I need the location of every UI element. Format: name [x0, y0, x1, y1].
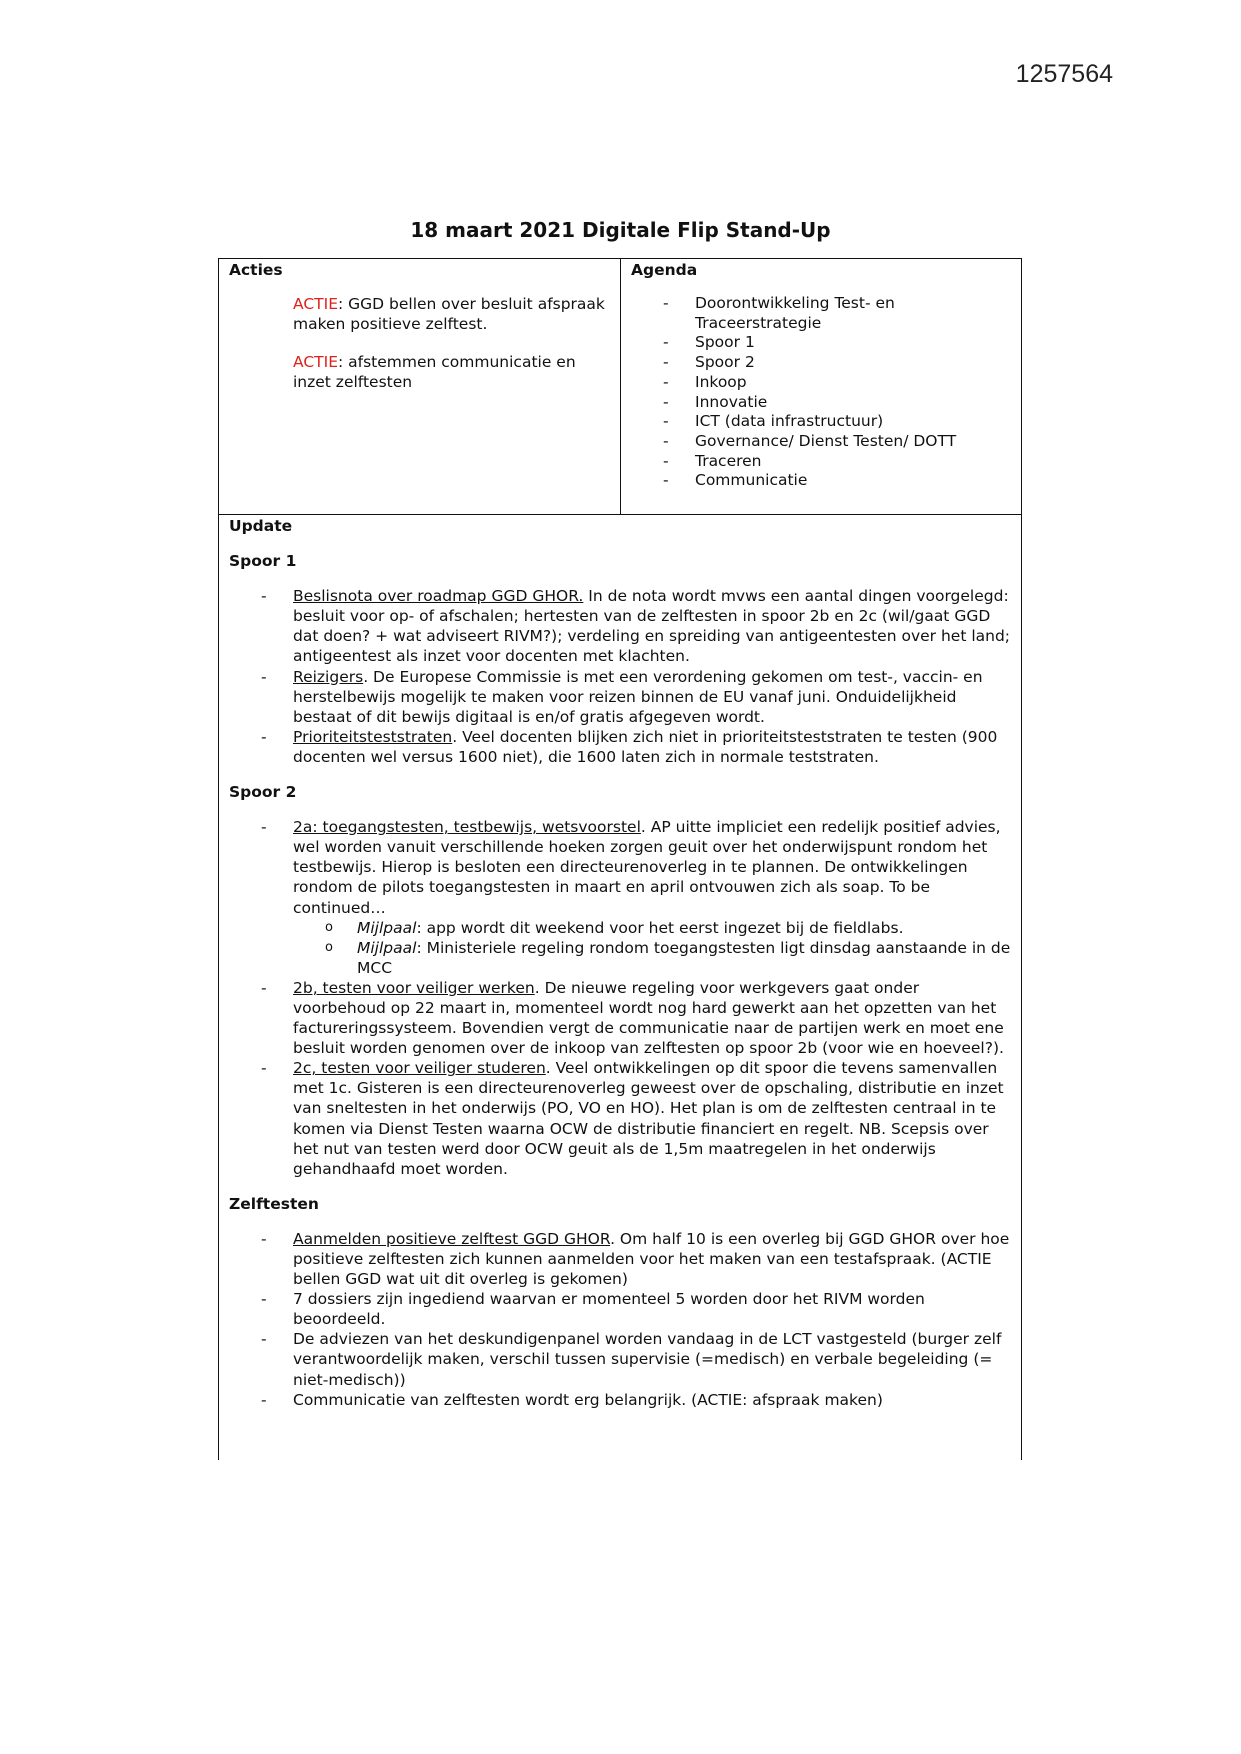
spoor2-heading: Spoor 2 — [229, 783, 297, 802]
agenda-item: - Governance/ Dienst Testen/ DOTT — [631, 432, 1011, 452]
top-row — [219, 259, 1021, 515]
actie-item — [293, 294, 610, 334]
item-text: . AP uitte impliciet een redelijk positief advies, wel worden vanuit verschillende hoeken zorgen geuit over het onderwijspunt rondom het testbewijs. Hierop is besloten een directeurenoverleg in te plannen. De ontwikkelingen rondom de pilots toegangstesten in maart en april ontvouwen zich als soap. To be continued… — [293, 818, 1001, 917]
item-link: Prioriteitsteststraten — [293, 727, 453, 746]
agenda-heading: Agenda — [631, 261, 698, 279]
minutes-table — [218, 258, 1022, 1460]
spoor1-list — [229, 586, 1011, 767]
agenda-list — [631, 294, 1011, 491]
list-item — [229, 1058, 1011, 1179]
agenda-item: - ICT (data infrastructuur) — [631, 412, 1011, 432]
acties-heading: Acties — [229, 261, 283, 279]
agenda-cell — [621, 259, 1021, 514]
list-item: - Communicatie van zelftesten wordt erg belangrijk. (ACTIE: afspraak maken) — [229, 1390, 1011, 1410]
list-item: - De adviezen van het deskundigenpanel worden vandaag in de LCT vastgesteld (burger zelf verantwoordelijk maken, verschil tussen supervisie (=medisch) en verbale begeleiding (= niet-medisch)) — [229, 1329, 1011, 1389]
actie-label: ACTIE — [293, 295, 338, 313]
update-section — [219, 515, 1021, 1411]
item-text: . De nieuwe regeling voor werkgevers gaat onder voorbehoud op 22 maart in, momenteel wordt nog hard gewerkt aan het opzetten van het factureringssysteem. Bovendien vergt de communicatie naar de partijen werk en moet ene besluit worden genomen over de inkoop van zelftesten op spoor 2b (voor wie en hoeveel?). — [293, 978, 1004, 1058]
spoor2-list — [229, 817, 1011, 1179]
zelftesten-list — [229, 1229, 1011, 1410]
item-link: 2c, testen voor veiliger studeren — [293, 1059, 546, 1078]
list-item — [229, 586, 1011, 666]
item-text: . Veel docenten blijken zich niet in prioriteitsteststraten te testen (900 docenten wel versus 1600 niet), die 1600 laten zich in normale teststraten. — [293, 727, 998, 766]
item-link: 2a: toegangstesten, testbewijs, wetsvoorstel — [293, 818, 641, 837]
update-heading: Update — [229, 517, 293, 535]
agenda-item: - Communicatie — [631, 471, 1011, 491]
agenda-item: - Inkoop — [631, 373, 1011, 393]
actie-label: ACTIE — [293, 353, 338, 371]
item-text: . Om half 10 is een overleg bij GGD GHOR over hoe positieve zelftesten zich kunnen aanmelden voor het maken van een testafspraak. (ACTIE bellen GGD wat uit dit overleg is gekomen) — [293, 1229, 1010, 1289]
spoor1-heading: Spoor 1 — [229, 552, 297, 571]
milestone-list — [293, 918, 1011, 978]
page-title: 18 maart 2021 Digitale Flip Stand-Up — [410, 218, 831, 242]
agenda-item: - Traceren — [631, 452, 1011, 472]
agenda-item: - Spoor 1 — [631, 333, 1011, 353]
item-link: Beslisnota over roadmap GGD GHOR. — [293, 587, 584, 606]
acties-cell — [219, 259, 621, 514]
item-text: . De Europese Commissie is met een verordening gekomen om test-, vaccin- en herstelbewijs mogelijk te maken voor reizen binnen de EU vanaf juni. Onduidelijkheid bestaat of dit bewijs digitaal is en/of gratis afgegeven wordt. — [293, 667, 983, 726]
milestone-item — [229, 918, 1011, 938]
milestone-item — [229, 938, 1011, 978]
item-link: Aanmelden positieve zelftest GGD GHOR — [293, 1229, 611, 1248]
list-item — [229, 727, 1011, 767]
zelftesten-heading: Zelftesten — [229, 1194, 319, 1213]
milestone-text: : Ministeriele regeling rondom toegangstesten ligt dinsdag aanstaande in de MCC — [357, 938, 1011, 977]
actie-text: : GGD bellen over besluit afspraak maken positieve zelftest. — [293, 295, 605, 333]
agenda-item: - Spoor 2 — [631, 353, 1011, 373]
milestone-text: : app wordt dit weekend voor het eerst ingezet bij de fieldlabs. — [416, 918, 904, 937]
list-item — [229, 817, 1011, 978]
list-item — [229, 1229, 1011, 1289]
milestone-label: Mijlpaal — [357, 918, 417, 937]
actie-item — [293, 352, 610, 392]
list-item — [229, 667, 1011, 727]
item-text: . Veel ontwikkelingen op dit spoor die tevens samenvallen met 1c. Gisteren is een directeurenoverleg geweest over de opschaling, distributie en inzet van sneltesten in het onderwijs (PO, VO en HO). Het plan is om de zelftesten centraal in te komen via Dienst Testen waarna OCW de distributie financiert en regelt. NB. Scepsis over het nut van testen werd door OCW geuit als de 1,5m maatregelen in het onderwijs gehandhaafd moet worden. — [293, 1059, 1004, 1178]
agenda-item: - Doorontwikkeling Test- en Traceerstrategie — [631, 294, 1011, 333]
item-link: 2b, testen voor veiliger werken — [293, 978, 535, 997]
list-item — [229, 978, 1011, 1058]
actie-text: : afstemmen communicatie en inzet zelftesten — [293, 353, 576, 391]
list-item: - 7 dossiers zijn ingediend waarvan er momenteel 5 worden door het RIVM worden beoordeeld. — [229, 1289, 1011, 1329]
item-text: In de nota wordt mvws een aantal dingen voorgelegd: besluit voor op- of afschalen; hertesten van de zelftesten in spoor 2b en 2c (wil/gaat GGD dat doen? + wat adviseert RIVM?); verdeling en spreiding van antigeentesten over het land; antigeentest als inzet voor docenten met klachten. — [293, 587, 1011, 666]
agenda-item: - Innovatie — [631, 393, 1011, 413]
document-id: 1257564 — [1015, 60, 1113, 88]
item-link: Reizigers — [293, 667, 364, 686]
milestone-label: Mijlpaal — [357, 938, 417, 957]
